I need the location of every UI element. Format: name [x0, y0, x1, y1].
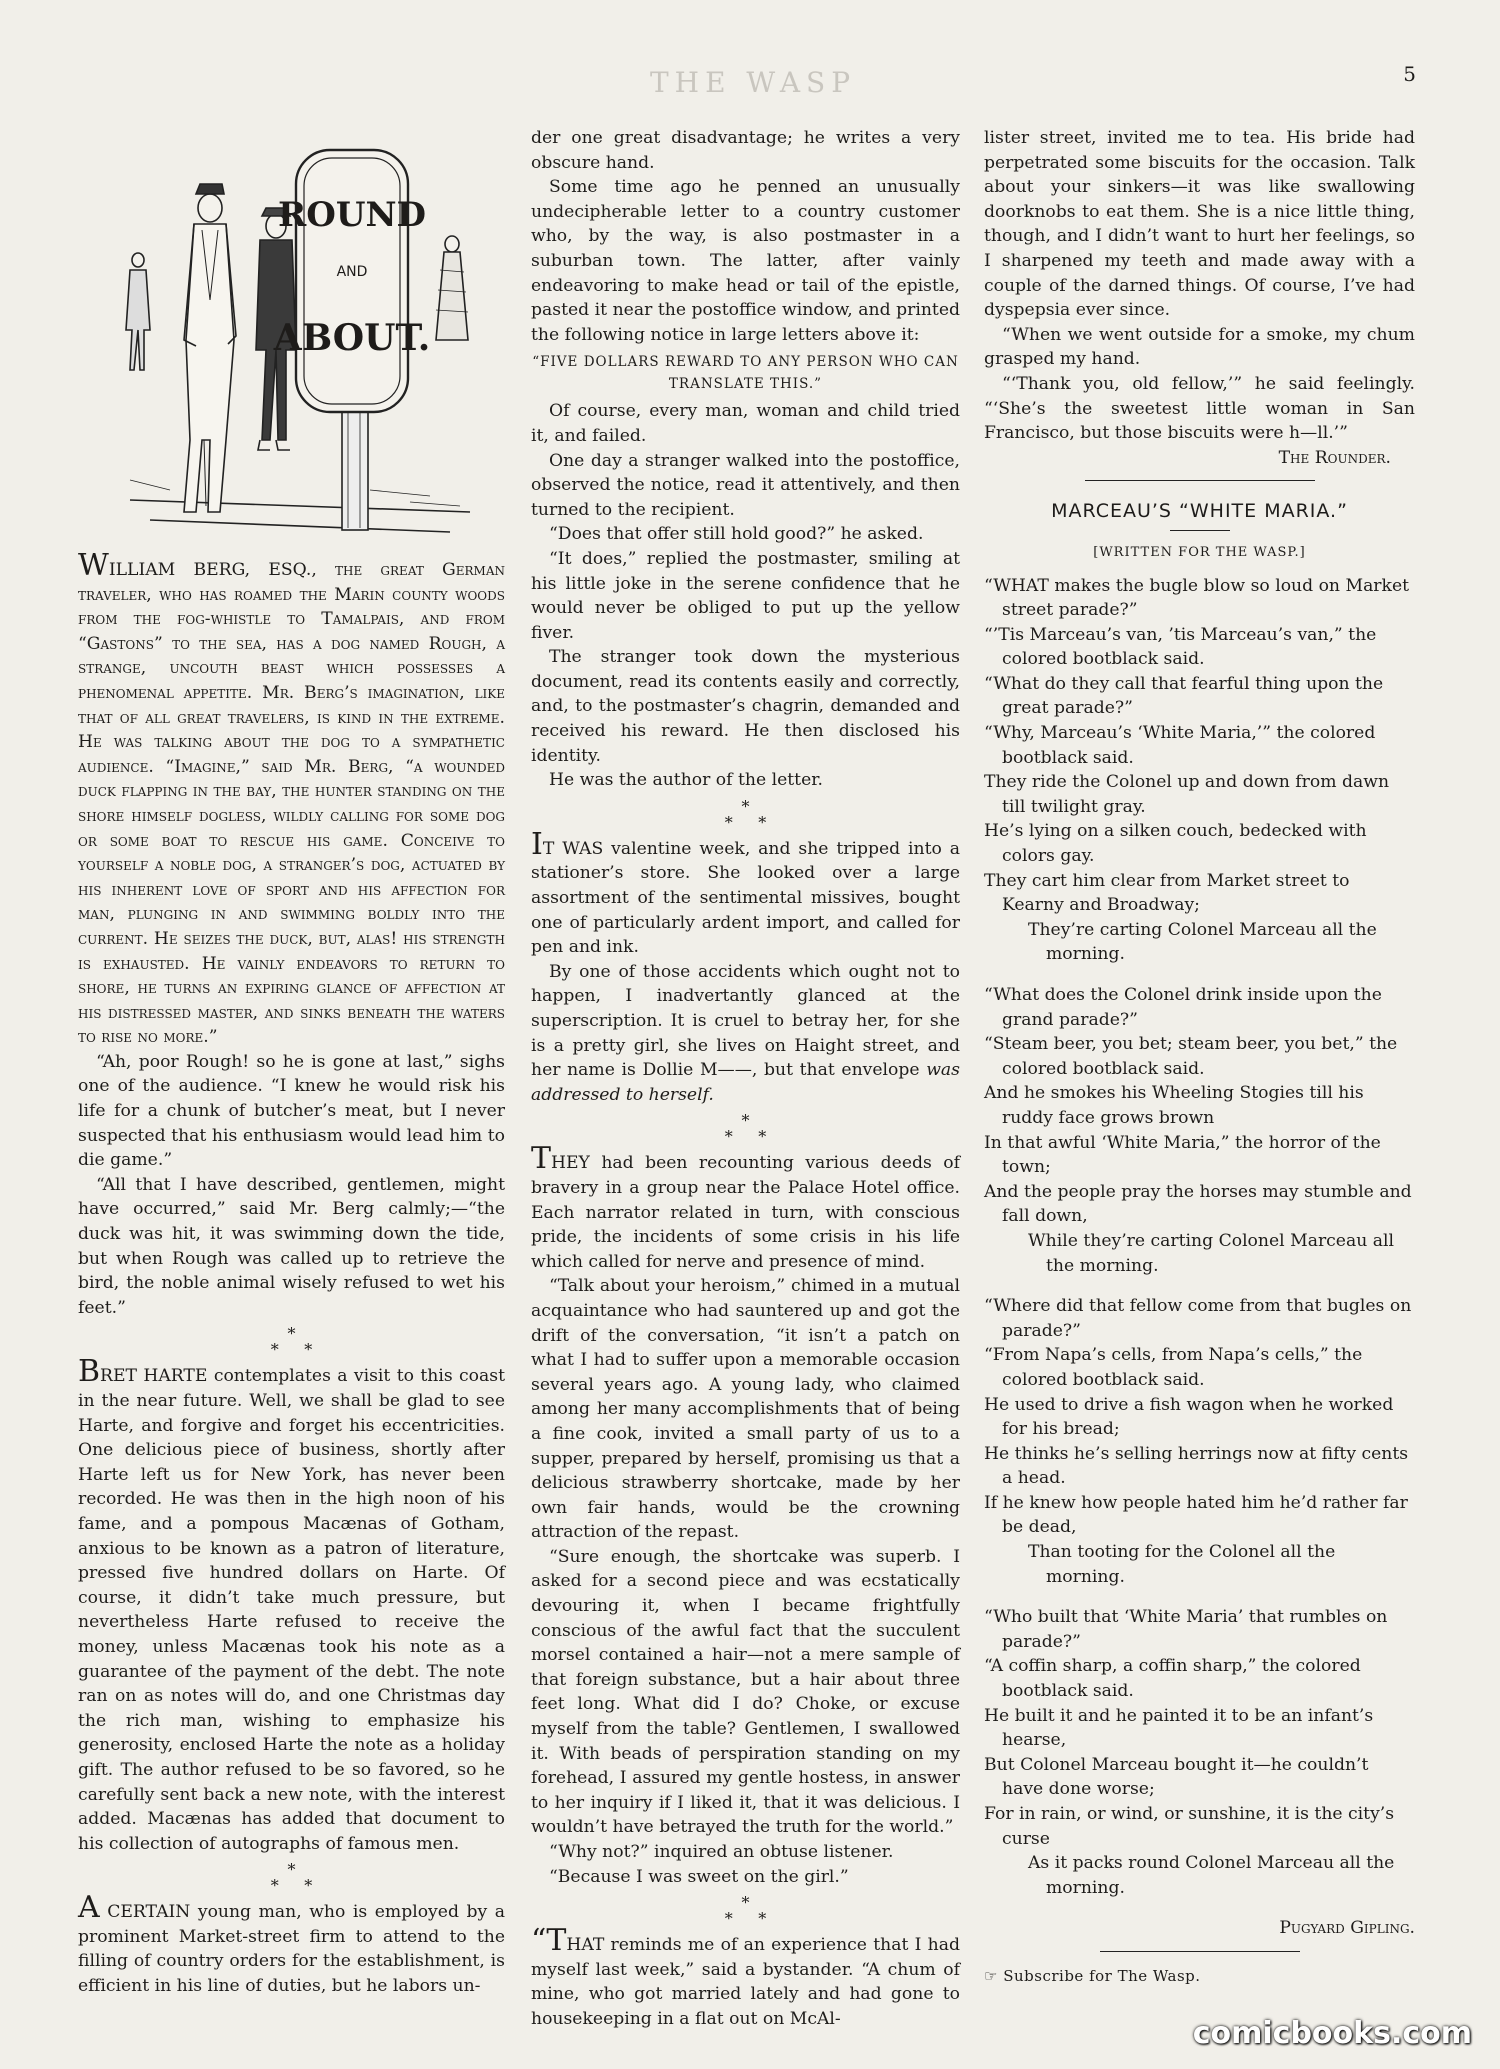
poem-line: He thinks he’s selling herrings now at fifty cents a head.: [984, 1443, 1409, 1489]
faint-masthead: THE WASP: [650, 66, 857, 99]
sign-line-round: ROUND: [277, 195, 427, 235]
poem-line: And the people pray the horses may stumble and fall down,: [984, 1181, 1412, 1227]
poem-author: Pugyard Gipling.: [1279, 1918, 1415, 1939]
poem-line: “Who built that ‘White Maria’ that rumbles on parade?”: [984, 1607, 1388, 1652]
paragraph: A CERTAIN young man, who is employed by a prominent Market-street firm to attend to the filling of country orders for the establishment, is efficient in his line of duties, but he labors un-: [78, 1890, 505, 1997]
paragraph: THEY had been recounting various deeds of bravery in a group near the Palace Hotel office. Each narrator related in turn, with conscious pride, the incidents of some crisis in his life which called for nerve and presence of mind.: [531, 1141, 960, 1272]
site-watermark: comicbooks.com: [1192, 2016, 1472, 2051]
drop-cap: “T: [531, 1923, 567, 1959]
poem-line: As it packs round Colonel Marceau all the morning.: [1028, 1853, 1395, 1898]
paragraph: lister street, invited me to tea. His bride had perpetrated some biscuits for the occasion. Talk about your sinkers—it was like swallowing doorknobs to eat them. She is a nice little thing, though, and I didn’t want to hurt her feelings, so I sharpened my teeth and made away with a couple of the darned things. Of course, I’ve had dyspepsia ever since.: [984, 128, 1415, 321]
divider-rule: [1170, 530, 1230, 531]
paragraph: Of course, every man, woman and child tried it, and failed.: [531, 401, 960, 446]
section-divider: * * *: [724, 1893, 767, 1929]
poem-title: MARCEAU’S “WHITE MARIA.”: [1051, 500, 1348, 523]
section-divider: * * *: [724, 796, 767, 832]
poem-body: [984, 574, 1415, 1901]
paragraph: “All that I have described, gentlemen, might have occurred,” said Mr. Berg calmly;—“the duck was hit, it was swimming down the tide, but when Rough was called up to retrieve the bird, the noble animal wisely refused to wet his feet.”: [78, 1174, 505, 1318]
drop-cap: W: [78, 548, 109, 583]
paragraph: IT WAS valentine week, and she tripped into a stationer’s store. She looked over a large assortment of the sentimental missives, bought one of particularly ardent import, and called for pen and ink.: [531, 826, 960, 958]
paragraph: der one great disadvantage; he writes a very obscure hand.: [531, 128, 960, 173]
poem-line: “What do they call that fearful thing upon the great parade?”: [984, 673, 1384, 719]
poem-line: “’Tis Marceau’s van, ’tis Marceau’s van,” the colored bootblack said.: [984, 624, 1377, 670]
section-divider: * * *: [270, 1860, 313, 1896]
reward-notice: “FIVE DOLLARS REWARD TO ANY PERSON WHO CAN TRANSLATE THIS.”: [532, 354, 959, 393]
poem-stanza: [984, 574, 1415, 968]
paragraph: The stranger took down the mysterious document, read its contents easily and correctly, and, to the postmaster’s chagrin, demanded and received his reward. He then disclosed his identity.: [531, 647, 960, 766]
paragraph: Some time ago he penned an unusually undecipherable letter to a country customer who, by the way, is also postmaster in a suburban town. The latter, after vainly endeavoring to make head or tail of the epistle, pasted it near the postoffice window, and printed the following notice in large letters above it:: [531, 177, 960, 345]
paragraph: He was the author of the letter.: [549, 770, 824, 791]
paragraph: One day a stranger walked into the postoffice, observed the notice, read it attentively, and then turned to the recipient.: [531, 450, 960, 520]
poem-line: “Why, Marceau’s ‘White Maria,’” the colored bootblack said.: [984, 723, 1376, 768]
poem-stanza: [984, 983, 1415, 1278]
column-2: [531, 126, 960, 2032]
poem-line: “Where did that fellow come from that bugles on parade?”: [984, 1296, 1412, 1341]
drop-cap: B: [78, 1354, 101, 1390]
column-1: [78, 548, 505, 1999]
paragraph: “When we went outside for a smoke, my chum grasped my hand.: [984, 324, 1415, 370]
paragraph: “‘Thank you, old fellow,’” he said feelingly. “‘She’s the sweetest little woman in San Francisco, but those biscuits were h—ll.’”: [984, 373, 1415, 444]
poem-line: “What does the Colonel drink inside upon the grand parade?”: [984, 985, 1382, 1030]
section-divider: * * *: [270, 1324, 313, 1360]
paragraph: “It does,” replied the postmaster, smiling at his little joke in the serene confidence that he would never be obliged to put up the yellow fiver.: [531, 548, 960, 643]
paragraph: “Because I was sweet on the girl.”: [549, 1866, 849, 1887]
poem-line: “A coffin sharp, a coffin sharp,” the colored bootblack said.: [984, 1656, 1361, 1702]
poem-line: They’re carting Colonel Marceau all the morning.: [1028, 919, 1377, 965]
paragraph: “THAT reminds me of an experience that I had myself last week,” said a bystander. “A chum of mine, who got married lately and had gone to housekeeping in a flat out on McAl-: [531, 1923, 960, 2029]
paragraph: By one of those accidents which ought not to happen, I inadvertantly glanced at the superscription. It is cruel to betray her, for she is a pretty girl, she lives on Haight street, and her name is Dollie M——, but that envelope was addressed to herself.: [531, 961, 960, 1105]
poem-byline: [WRITTEN FOR THE WASP.]: [1093, 544, 1306, 560]
paragraph: WILLIAM BERG, ESQ., the great German traveler, who has roamed the Marin county woods from the fog-whistle to Tamalpais, and from “Gastons” to the sea, has a dog named Rough, a strange, uncouth beast which possesses a phenomenal appetite. Mr. Berg’s imagination, like that of all great travelers, is kind in the extreme. He was talking about the dog to a sympathetic audience. “Imagine,” said Mr. Berg, “a wounded duck flapping in the bay, the hunter standing on the shore himself dogless, wildly calling for some dog or some boat to rescue his game. Conceive to yourself a noble dog, a stranger’s dog, actuated by his inherent love of sport and his affection for man, plunging in and swimming boldly into the current. He seizes the duck, but, alas! his strength is exhausted. He vainly endeavors to return to shore, he turns an expiring glance of affection at his distressed master, and sinks beneath the waters to rise no more.”: [78, 548, 505, 1048]
poem-line: If he knew how people hated him he’d rather far be dead,: [984, 1492, 1408, 1538]
poem-line: For in rain, or wind, or sunshine, it is the city’s curse: [984, 1804, 1395, 1849]
poem-line: While they’re carting Colonel Marceau all the morning.: [1028, 1230, 1394, 1276]
pointing-hand-icon: ☞: [984, 1966, 1004, 1985]
section-divider: * * *: [724, 1111, 767, 1147]
paragraph: “Sure enough, the shortcake was superb. I asked for a second piece and was ecstatically devouring it, when I became frightfully conscious of the awful fact that the succulent morsel contained a hair—not a mere sample of that foreign substance, but a hair about three feet long. What did I do? Choke, or excuse myself from the table? Gentlemen, I swallowed it. With beads of perspiration standing on my forehead, I assured my gentle hostess, in answer to her inquiry if I liked it, that it was delicious. I wouldn’t have betrayed the truth for the world.”: [531, 1546, 960, 1838]
poem-line: He used to drive a fish wagon when he worked for his bread;: [984, 1394, 1394, 1440]
poem-line: He built it and he painted it to be an infant’s hearse,: [984, 1705, 1374, 1751]
poem-stanza: [984, 1605, 1415, 1900]
paragraph: “Why not?” inquired an obtuse listener.: [549, 1842, 894, 1862]
page-number: 5: [1403, 62, 1416, 86]
poem-line: “Steam beer, you bet; steam beer, you bet,” the colored bootblack said.: [984, 1034, 1398, 1079]
poem-line: He’s lying on a silken couch, bedecked with colors gay.: [984, 821, 1367, 867]
drop-cap: A: [78, 1890, 100, 1926]
poem-signature-line: [984, 1916, 1415, 1941]
sign-line-and: AND: [336, 264, 368, 280]
poem-line: And he smokes his Wheeling Stogies till his ruddy face grows brown: [984, 1083, 1364, 1128]
paragraph: “Ah, poor Rough! so he is gone at last,” sighs one of the audience. “I knew he would risk his life for a chunk of butcher’s meat, but I never suspected that his enthusiasm would lead him to die game.”: [78, 1051, 505, 1171]
poem-line: Than tooting for the Colonel all the morning.: [1028, 1542, 1336, 1587]
poem-line: In that awful ‘White Maria,” the horror of the town;: [984, 1132, 1381, 1178]
paragraph: “Does that offer still hold good?” he asked.: [549, 524, 924, 545]
sign-line-about: ABOUT.: [273, 317, 431, 359]
subscribe-notice: ☞ Subscribe for The Wasp.: [984, 1966, 1201, 1985]
poem-stanza: [984, 1294, 1415, 1589]
poem-line: They ride the Colonel up and down from dawn till twilight gray.: [984, 772, 1390, 817]
poem-line: They cart him clear from Market street to Kearny and Broadway;: [984, 870, 1350, 916]
paragraph: BRET HARTE contemplates a visit to this coast in the near future. Well, we shall be glad to see Harte, and forgive and forget his eccentricities. One delicious piece of business, shortly after Harte left us for New York, has never been recorded. He was then in the high noon of his fame, and a pompous Macænas of Gotham, anxious to be known as a patron of literature, pressed five hundred dollars on Harte. Of course, it didn’t take much pressure, but nevertheless Harte refused to receive the money, unless Macænas took his note as a guarantee of the payment of the debt. The note ran on as notes will do, and one Christmas day the rich man, wishing to emphasize his generosity, enclosed Harte the note as a holiday gift. The author refused to be so favored, so he carefully sent back a new note, with the interest added. Macænas has added that document to his collection of autographs of famous men.: [78, 1354, 505, 1854]
poem-line: “From Napa’s cells, from Napa’s cells,” the colored bootblack said.: [984, 1345, 1363, 1390]
round-and-about-illustration: [110, 140, 490, 540]
column-3: [984, 126, 1415, 1989]
divider-rule: [1100, 1951, 1300, 1952]
paragraph: “Talk about your heroism,” chimed in a mutual acquaintance who had sauntered up and got the drift of the conversation, “it isn’t a patch on what I had to suffer upon a memorable occasion several years ago. A young lady, who claimed among her many accomplishments that of being a fine cook, invited a small party of us to a supper, prepared by herself, promising us that a delicious strawberry shortcake, made by her own fair hands, would be the crowning attraction of the repast.: [531, 1276, 960, 1543]
drop-cap: I: [531, 826, 543, 862]
drop-cap: T: [531, 1141, 552, 1177]
divider-rule: [1085, 480, 1315, 481]
poem-line: But Colonel Marceau bought it—he couldn’t have done worse;: [984, 1754, 1369, 1800]
poem-line: “WHAT makes the bugle blow so loud on Market street parade?”: [984, 575, 1410, 621]
article-signature: The Rounder.: [1278, 447, 1391, 468]
